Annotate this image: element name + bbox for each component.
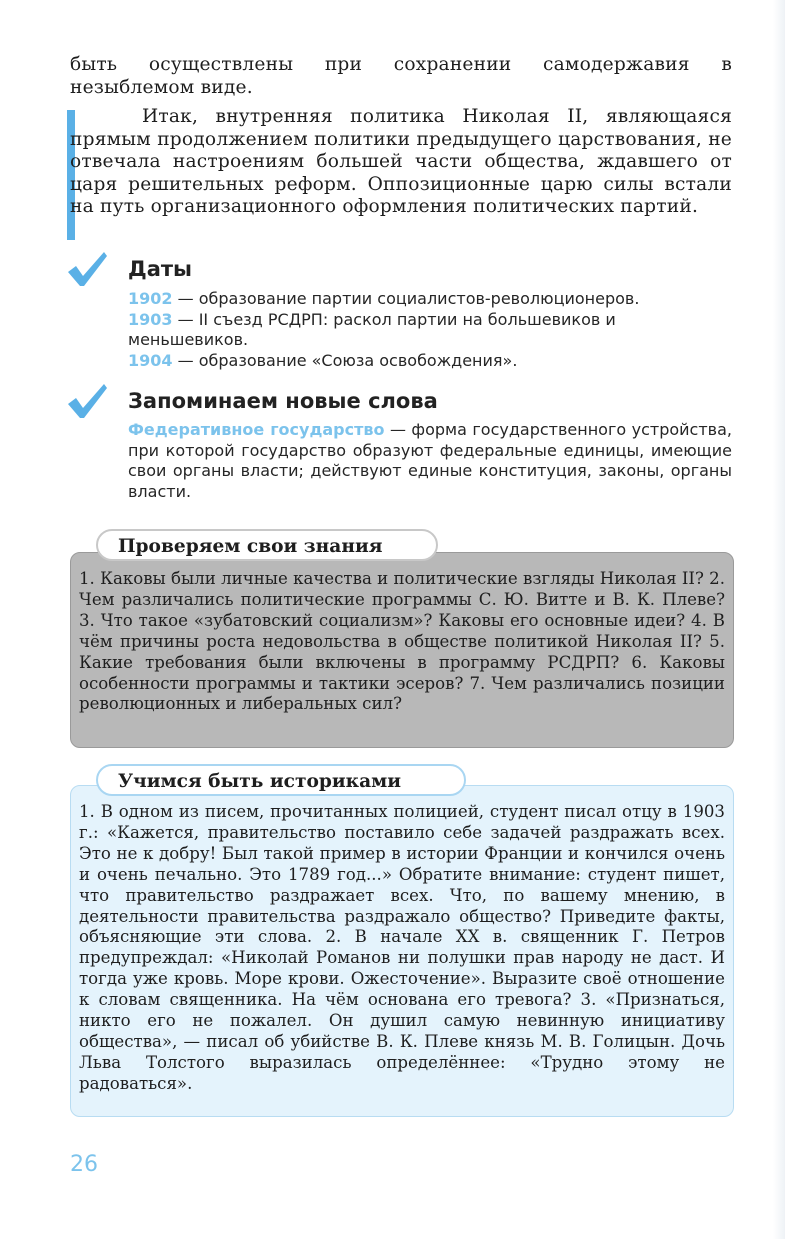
page-number: 26: [70, 1152, 98, 1177]
date-item: [128, 351, 732, 372]
glossary-definition: — форма государственного устройства, при которой государство образуют федеральные единицы, имеющие свои органы власти; действуют единые конституция, законы, органы власти.: [128, 420, 732, 501]
glossary-term: Федеративное государство: [128, 420, 385, 439]
date-text: — образование «Союза освобождения».: [172, 350, 518, 370]
date-text: — образование партии социалистов-революционеров.: [172, 289, 640, 308]
page-edge-shadow: [773, 0, 785, 1239]
summary-paragraph: Итак, внутренняя политика Николая II, являющаяся прямым продолжением политики предыдущего царствования, не отвечала настроениям большей части общества, ждавшего от царя решительных реформ. Оппозиционные царю силы встали на путь организационного оформления политических партий.: [70, 106, 732, 218]
historians-panel: [70, 785, 734, 1117]
date-year: 1903: [128, 309, 173, 329]
check-knowledge-panel: [70, 552, 734, 748]
dates-title: Даты: [128, 257, 193, 281]
check-knowledge-questions: 1. Каковы были личные качества и политические взгляды Николая II? 2. Чем различались политические программы С. Ю. Витте и В. К. Плеве? 3. Что такое «зубатовский социализм»? Каковы его основные идеи? 4. В чём причины роста недовольства в обществе политикой Николая II? 5. Какие требования были включены в программу РСДРП? 6. Каковы особенности программы и тактики эсеров? 7. Чем различались позиции революционных и либеральных сил?: [79, 569, 725, 714]
checkmark-icon: [66, 382, 108, 420]
intro-paragraph: быть осуществлены при сохранении самодержавия в незыблемом виде.: [70, 54, 732, 98]
check-knowledge-title: Проверяем свои знания: [96, 529, 438, 561]
historians-title: Учимся быть историками: [96, 764, 466, 796]
historians-tasks: 1. В одном из писем, прочитанных полицией, студент писал отцу в 1903 г.: «Кажется, правительство поставило себе задачей раздражать всех. Это не к добру! Был такой пример в истории Франции и кончился очень и очень печально. Это 1789 год...» Обратите внимание: студент пишет, что правительство раздражает всех. Что, по вашему мнению, в деятельности правительства раздражало общество? Приведите факты, объясняющие эти слова. 2. В начале XX в. священник Г. Петров предупреждал: «Николай Романов ни полушки прав народу не даст. И тогда уже кровь. Море крови. Ожесточение». Выразите своё отношение к словам священника. На чём основана его тревога? 3. «Признаться, никто его не пожалел. Он душил самую невинную инициативу общества», — писал об убийстве В. К. Плеве князь М. В. Голицын. Дочь Льва Толстого выразилась определённее: «Трудно этому не радоваться».: [79, 802, 725, 1093]
checkmark-icon: [66, 250, 108, 288]
date-item: [128, 310, 732, 351]
glossary-entry: [128, 420, 732, 502]
dates-list: [128, 289, 732, 371]
date-year: 1902: [128, 289, 173, 308]
date-item: [128, 289, 732, 310]
new-words-title: Запоминаем новые слова: [128, 389, 438, 413]
date-year: 1904: [128, 350, 173, 370]
date-text: — II съезд РСДРП: раскол партии на большевиков и меньшевиков.: [128, 309, 616, 349]
